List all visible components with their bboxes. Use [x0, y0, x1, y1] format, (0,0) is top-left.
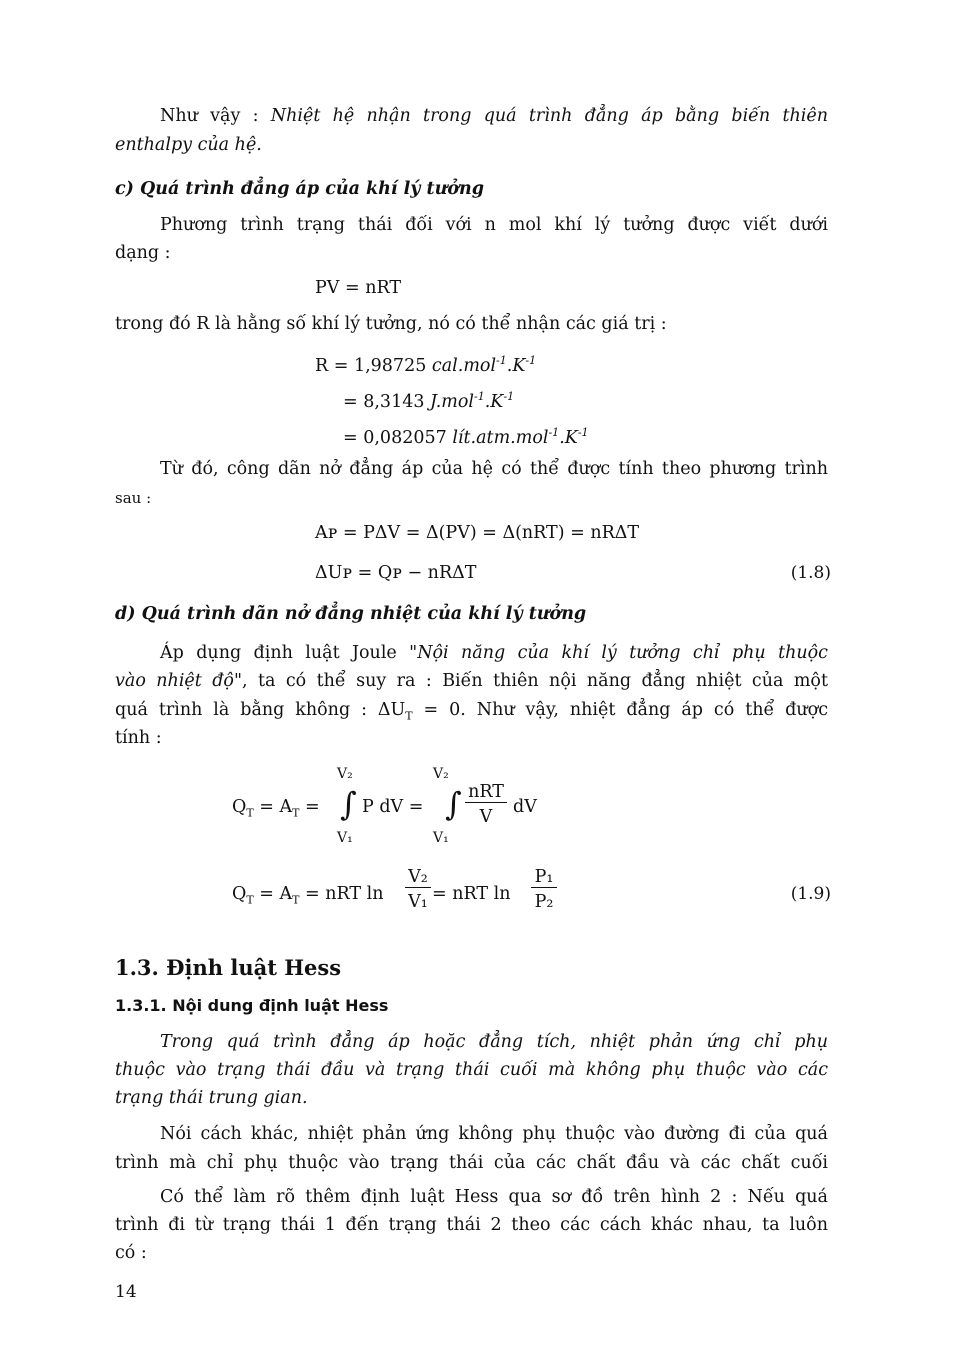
energy-equation: ΔUᴘ = Qᴘ − nRΔT — [315, 563, 477, 583]
subsection-heading-1-3-1: 1.3.1. Nội dung định luật Hess — [115, 996, 389, 1015]
r-value-1: R = 1,98725 $cal.mol^{-1}.K^{-1}$ — [315, 354, 537, 376]
int2-upper-limit: V₂ — [433, 766, 449, 782]
ln-frac1-num: V₂ — [405, 868, 431, 888]
page-number: 14 — [115, 1282, 137, 1302]
c-line-5: sau : — [115, 489, 152, 507]
work-equation: Aᴘ = PΔV = Δ(PV) = Δ(nRT) = nRΔT — [315, 523, 640, 543]
d-line-4: tính : — [115, 728, 162, 748]
int2-lower-limit: V₁ — [433, 830, 449, 846]
int1-upper-limit: V₂ — [337, 766, 353, 782]
integral-sign-1: ∫ — [340, 785, 357, 823]
int1-lower-limit: V₁ — [337, 830, 353, 846]
c-line-4: Từ đó, công dãn nở đẳng áp của hệ có thể được tính theo phương trình — [160, 459, 828, 479]
hess-line-4: trình đi từ trạng thái 1 đến trạng thái 2 theo các cách khác nhau, ta luôn — [115, 1215, 828, 1235]
section-heading-1-3: 1.3. Định luật Hess — [115, 955, 342, 980]
int2-dv: dV — [513, 797, 537, 817]
ln-frac2-den: P₂ — [534, 892, 554, 912]
int1-integrand: P dV = — [362, 797, 424, 817]
int-lhs: $Q_T = A_T$ = — [232, 797, 320, 820]
equation-number-1-8: (1.8) — [790, 563, 831, 583]
intro-lead: Như vậy : — [160, 106, 271, 126]
equation-number-1-9: (1.9) — [790, 884, 831, 904]
intro-line-1 — [160, 105, 828, 127]
d-line-3: quá trình là bằng không : $\Delta U_T = 0$. Như vậy, nhiệt đẳng áp có thể được — [115, 700, 828, 723]
c-line-3: trong đó R là hằng số khí lý tưởng, nó có thể nhận các giá trị : — [115, 314, 667, 334]
fraction-denominator: V — [479, 807, 493, 827]
c-line-2: dạng : — [115, 243, 171, 263]
d-line-2: vào nhiệt độ", ta có thể suy ra : Biến thiên nội năng đẳng nhiệt của một — [115, 671, 829, 691]
fraction-numerator: nRT — [465, 782, 507, 803]
ln-frac2-num: P₁ — [531, 868, 557, 888]
ideal-gas-equation: PV = nRT — [315, 278, 402, 298]
d-line-1: Áp dụng định luật Joule "Nội năng của khí lý tưởng chỉ phụ thuộc — [160, 643, 828, 663]
hess-line-1: Nói cách khác, nhiệt phản ứng không phụ thuộc vào đường đi của quá — [160, 1124, 828, 1144]
hess-line-5: có : — [115, 1243, 147, 1263]
intro-italic: Nhiệt hệ nhận trong quá trình đẳng áp bằng biến thiên — [270, 106, 828, 126]
r-value-2: = 8,3143 $J.mol^{-1}.K^{-1}$ — [343, 390, 515, 412]
r-value-3: = 0,082057 $lít.atm.mol^{-1}.K^{-1}$ — [343, 426, 589, 448]
ln-mid: = nRT ln — [432, 884, 511, 904]
hess-italic-line-2: thuộc vào trạng thái đầu và trạng thái cuối mà không phụ thuộc vào các — [115, 1060, 828, 1080]
integral-sign-2: ∫ — [445, 785, 462, 823]
hess-italic-line-3: trạng thái trung gian. — [115, 1088, 308, 1108]
hess-line-2: trình mà chỉ phụ thuộc vào trạng thái của các chất đầu và các chất cuối — [115, 1153, 828, 1173]
heading-c: c) Quá trình đẳng áp của khí lý tưởng — [115, 179, 484, 199]
hess-italic-line-1: Trong quá trình đẳng áp hoặc đẳng tích, nhiệt phản ứng chỉ phụ — [160, 1032, 828, 1052]
heading-d: d) Quá trình dãn nở đẳng nhiệt của khí lý tưởng — [115, 604, 587, 624]
ln-frac1-den: V₁ — [408, 892, 428, 912]
c-line-1: Phương trình trạng thái đối với n mol khí lý tưởng được viết dưới — [160, 215, 828, 235]
intro-line-2: enthalpy của hệ. — [115, 135, 262, 155]
ln-lhs: $Q_T = A_T$ = nRT ln — [232, 884, 384, 907]
hess-line-3: Có thể làm rõ thêm định luật Hess qua sơ đồ trên hình 2 : Nếu quá — [160, 1187, 828, 1207]
